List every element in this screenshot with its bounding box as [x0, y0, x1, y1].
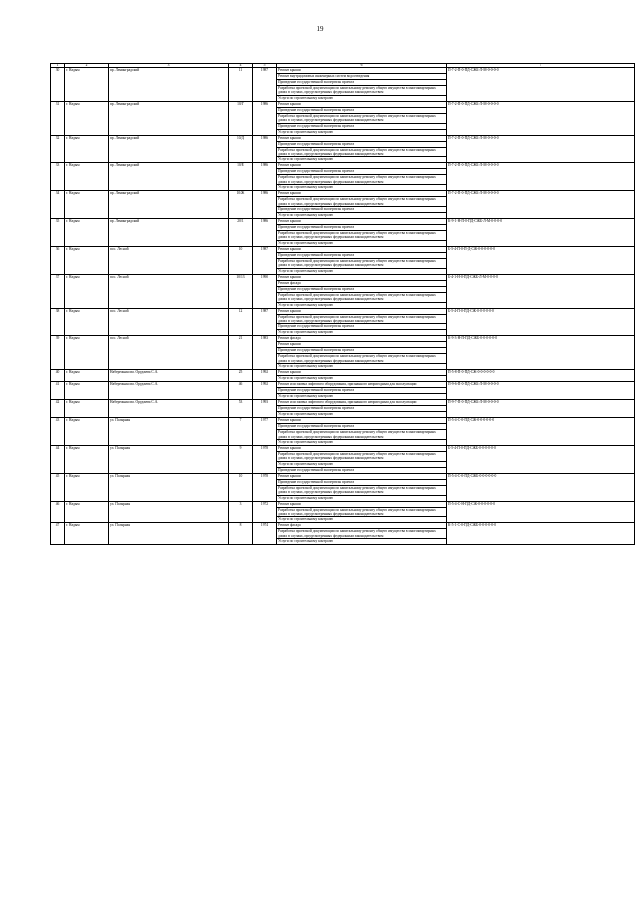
house-cell: 46 [229, 382, 253, 400]
work-type-cell: Услуги по строительному контролю [277, 240, 447, 246]
work-type-cell: Проведение государственной экспертизы проекта [277, 324, 447, 330]
code-cell: Б-5-4-П-0-П-Д-СЖ-0-0-0-0-0-0 [447, 246, 635, 274]
row-number: 38 [51, 308, 65, 336]
page-number: 19 [316, 25, 324, 33]
row-number: 36 [51, 246, 65, 274]
row-number: 30 [51, 68, 65, 102]
work-type-cell: Разработка проектной документации по капитальному ремонту общего имущества в многоквартирных домах в случаях, предусмотренных федеральным законодательством [277, 529, 447, 539]
work-type-cell: Разработка проектной документации по капитальному ремонту общего имущества в многоквартирных домах в случаях, предусмотренных федеральным законодательством [277, 258, 447, 268]
work-type-cell: Услуги по строительному контролю [277, 364, 447, 370]
work-type-cell: Ремонт крыши [277, 191, 447, 197]
work-type-cell: Проведение государственной экспертизы проекта [277, 388, 447, 394]
work-type-cell: Услуги по строительному контролю [277, 268, 447, 274]
work-type-cell: Ремонт крыши [277, 101, 447, 107]
row-number: 43 [51, 418, 65, 446]
row-number: 42 [51, 400, 65, 418]
house-cell: 3 [229, 501, 253, 523]
column-number: 4 [229, 64, 253, 68]
city-cell: г. Надым [65, 400, 109, 418]
work-type-cell: Проведение государственной экспертизы проекта [277, 169, 447, 175]
year-cell: 1978 [253, 473, 277, 501]
house-cell: 53 [229, 400, 253, 418]
works-table [50, 63, 635, 545]
year-cell: 1974 [253, 523, 277, 545]
code-cell: П-7-2-П-0-ПД-СЖБ-Л-М-0-0-0-0 [447, 163, 635, 191]
code-cell: П-7-2-П-0-ПД-СЖБ-Л-М-0-0-0-0 [447, 101, 635, 135]
work-type-cell: Проведение государственной экспертизы проекта [277, 107, 447, 113]
work-type-cell: Разработка проектной документации по капитальному ремонту общего имущества в многоквартирных домах в случаях, предусмотренных федеральным законодательством [277, 175, 447, 185]
street-cell: Набережная им. Оруджева С.А. [109, 370, 229, 382]
row-number: 40 [51, 370, 65, 382]
work-type-cell: Ремонт крыши [277, 473, 447, 479]
work-type-cell: Ремонт крыши [277, 68, 447, 74]
code-cell: П-7-2-П-0-ПД-СЖБ-Л-М-0-0-0-0 [447, 191, 635, 219]
work-type-cell: Ремонт крыши [277, 418, 447, 424]
year-cell: 1986 [253, 191, 277, 219]
city-cell: г. Надым [65, 523, 109, 545]
city-cell: г. Надым [65, 336, 109, 370]
street-cell: пос. Лесной [109, 308, 229, 336]
house-cell: 20/1 [229, 219, 253, 247]
row-number: 32 [51, 135, 65, 163]
code-cell: П-9-7-П-0-ПД-СЖБ-Л-М-0-0-0-0 [447, 400, 635, 418]
work-type-cell: Проведение государственной экспертизы проекта [277, 424, 447, 430]
work-type-cell: Разработка проектной документации по капитальному ремонту общего имущества в многоквартирных домах в случаях, предусмотренных федеральным законодательством [277, 451, 447, 461]
row-number: 45 [51, 473, 65, 501]
work-type-cell: Проведение государственной экспертизы проекта [277, 207, 447, 213]
work-type-cell: Разработка проектной документации по капитальному ремонту общего имущества в многоквартирных домах в случаях, предусмотренных федеральным законодательством [277, 292, 447, 302]
code-cell: П-5-4-С-0-ПД-СЖ-0-0-0-0-0-0 [447, 418, 635, 446]
year-cell: 1993 [253, 400, 277, 418]
code-cell: Б-5-4-П-0-ПД-СЖ-0-0-0-0-0-0 [447, 308, 635, 336]
house-cell: 10/Ж [229, 191, 253, 219]
work-type-cell: Ремонт крыши [277, 163, 447, 169]
year-cell: 1977 [253, 418, 277, 446]
work-type-cell: Проведение государственной экспертизы проекта [277, 225, 447, 231]
street-cell: пос. Лесной [109, 274, 229, 308]
street-cell: пос. Лесной [109, 336, 229, 370]
house-cell: 9 [229, 445, 253, 473]
work-type-cell: Разработка проектной документации по капитальному ремонту общего имущества в многоквартирных домах в случаях, предусмотренных федеральным законодательством [277, 197, 447, 207]
house-cell: 10 [229, 246, 253, 274]
year-cell: 1983 [253, 336, 277, 370]
work-type-cell: Услуги по строительному контролю [277, 185, 447, 191]
city-cell: г. Надым [65, 163, 109, 191]
column-number: 7 [447, 64, 635, 68]
work-type-cell: Услуги по строительному контролю [277, 330, 447, 336]
code-cell: П-9-6-П-0-ПД-СЖБ-Л-М-0-0-0-0 [447, 382, 635, 400]
year-cell: 1990 [253, 274, 277, 308]
column-number: 2 [65, 64, 109, 68]
code-cell: К-9-1-Н-П-0-ПД-СЖБ-Л-М-0-0-0-0 [447, 219, 635, 247]
city-cell: г. Надым [65, 68, 109, 102]
code-cell: П-5-4-С-0-ПД-СЖБ-0-0-0-0-0-0 [447, 473, 635, 501]
city-cell: г. Надым [65, 219, 109, 247]
street-cell: Набережная им. Оруджева С.А. [109, 382, 229, 400]
work-type-cell: Услуги по строительному контролю [277, 412, 447, 418]
work-type-cell: Ремонт крыши [277, 370, 447, 376]
street-cell: пос. Лесной [109, 246, 229, 274]
column-number: 1 [51, 64, 65, 68]
street-cell: пр. Ленинградский [109, 68, 229, 102]
city-cell: г. Надым [65, 101, 109, 135]
year-cell: 1992 [253, 382, 277, 400]
city-cell: г. Надым [65, 418, 109, 446]
code-cell: К-5-1-С-0-ПД-СЖБ-0-0-0-0-0-0 [447, 523, 635, 545]
street-cell: ул. Полярная [109, 473, 229, 501]
work-type-cell: Разработка проектной документации по капитальному ремонту общего имущества в многоквартирных домах в случаях, предусмотренных федеральным законодательством [277, 430, 447, 440]
code-cell: К-9-3-Н-П-ПД-СЖБ-0-0-0-0-0-0 [447, 336, 635, 370]
work-type-cell: Проведение государственной экспертизы проекта [277, 141, 447, 147]
street-cell: пр. Ленинградский [109, 163, 229, 191]
work-type-cell: Проведение государственной экспертизы проекта [277, 406, 447, 412]
code-cell: Б-5-4-П-0-ПД-СЖБ-0-0-0-0-0-0 [447, 445, 635, 473]
street-cell: ул. Полярная [109, 418, 229, 446]
work-type-cell: Разработка проектной документации по капитальному ремонту общего имущества в многоквартирных домах в случаях, предусмотренных федеральным законодательством [277, 147, 447, 157]
work-type-cell: Разработка проектной документации по капитальному ремонту общего имущества в многоквартирных домах в случаях, предусмотренных федеральным законодательством [277, 354, 447, 364]
work-type-cell: Услуги по строительному контролю [277, 302, 447, 308]
work-type-cell: Ремонт крыши [277, 308, 447, 314]
house-cell: 21 [229, 336, 253, 370]
street-cell: пр. Ленинградский [109, 135, 229, 163]
work-type-cell: Разработка проектной документации по капитальному ремонту общего имущества в многоквартирных домах в случаях, предусмотренных федеральным законодательством [277, 86, 447, 96]
row-number: 44 [51, 445, 65, 473]
work-type-cell: Услуги по строительному контролю [277, 95, 447, 101]
house-cell: 10/13 [229, 274, 253, 308]
street-cell: ул. Полярная [109, 501, 229, 523]
work-type-cell: Разработка проектной документации по капитальному ремонту общего имущества в многоквартирных домах в случаях, предусмотренных федеральным законодательством [277, 507, 447, 517]
work-type-cell: Разработка проектной документации по капитальному ремонту общего имущества в многоквартирных домах в случаях, предусмотренных федеральным законодательством [277, 113, 447, 123]
work-type-cell: Услуги по строительному контролю [277, 157, 447, 163]
city-cell: г. Надым [65, 308, 109, 336]
work-type-cell: Проведение государственной экспертизы проекта [277, 123, 447, 129]
street-cell: Набережная им. Оруджева С.А. [109, 400, 229, 418]
house-cell: 10/Г [229, 101, 253, 135]
year-cell: 1986 [253, 163, 277, 191]
code-cell: П-7-2-П-0-ПД-СЖБ-Л-М-0-0-0-0 [447, 68, 635, 102]
year-cell: 1987 [253, 308, 277, 336]
house-cell: 10/Д [229, 135, 253, 163]
street-cell: пр. Ленинградский [109, 191, 229, 219]
work-type-cell: Ремонт фасада [277, 336, 447, 342]
work-type-cell: Ремонт крыши [277, 135, 447, 141]
street-cell: пр. Ленинградский [109, 101, 229, 135]
house-cell: 25 [229, 370, 253, 382]
house-cell: 8 [229, 523, 253, 545]
row-number: 47 [51, 523, 65, 545]
work-type-cell: Проведение государственной экспертизы проекта [277, 252, 447, 258]
work-type-cell: Услуги по строительному контролю [277, 213, 447, 219]
year-cell: 1986 [253, 219, 277, 247]
city-cell: г. Надым [65, 274, 109, 308]
city-cell: г. Надым [65, 370, 109, 382]
work-type-cell: Услуги по строительному контролю [277, 461, 447, 467]
work-type-cell: Услуги по строительному контролю [277, 394, 447, 400]
work-type-cell: Разработка проектной документации по капитальному ремонту общего имущества в многоквартирных домах в случаях, предусмотренных федеральным законодательством [277, 485, 447, 495]
code-cell: Б-4-1-Н-0-ПД-СЖБ-Л-М-0-0-0-0 [447, 274, 635, 308]
code-cell: П-5-4-С-Н-ПД-СЖ-0-0-0-0-0-0 [447, 501, 635, 523]
work-type-cell: Услуги по строительному контролю [277, 539, 447, 545]
city-cell: г. Надым [65, 445, 109, 473]
work-type-cell: Ремонт крыши [277, 246, 447, 252]
work-type-cell: Ремонт крыши [277, 219, 447, 225]
work-type-cell: Ремонт крыши [277, 501, 447, 507]
work-type-cell: Проведение государственной экспертизы проекта [277, 80, 447, 86]
city-cell: г. Надым [65, 473, 109, 501]
row-number: 35 [51, 219, 65, 247]
house-cell: 7 [229, 418, 253, 446]
column-number: 5 [253, 64, 277, 68]
city-cell: г. Надым [65, 382, 109, 400]
work-type-cell: Ремонт крыши [277, 445, 447, 451]
street-cell: ул. Полярная [109, 523, 229, 545]
city-cell: г. Надым [65, 191, 109, 219]
street-cell: пр. Ленинградский [109, 219, 229, 247]
work-type-cell: Ремонт крыши [277, 274, 447, 280]
code-cell: П-7-2-П-0-ПД-СЖБ-Л-М-0-0-0-0 [447, 135, 635, 163]
row-number: 37 [51, 274, 65, 308]
work-type-cell: Услуги по строительному контролю [277, 439, 447, 445]
work-type-cell: Услуги по строительному контролю [277, 517, 447, 523]
row-number: 46 [51, 501, 65, 523]
work-type-cell: Услуги по строительному контролю [277, 376, 447, 382]
work-type-cell: Ремонт или замена лифтового оборудования, признанного непригодным для эксплуатации [277, 400, 447, 406]
column-number: 3 [109, 64, 229, 68]
work-type-cell: Разработка проектной документации по капитальному ремонту общего имущества в многоквартирных домах в случаях, предусмотренных федеральным законодательством [277, 314, 447, 324]
work-type-cell: Услуги по строительному контролю [277, 495, 447, 501]
year-cell: 1978 [253, 445, 277, 473]
city-cell: г. Надым [65, 246, 109, 274]
work-type-cell: Ремонт фасада [277, 523, 447, 529]
year-cell: 1986 [253, 101, 277, 135]
city-cell: г. Надым [65, 501, 109, 523]
work-type-cell: Проведение государственной экспертизы проекта [277, 286, 447, 292]
work-type-cell: Разработка проектной документации по капитальному ремонту общего имущества в многоквартирных домах в случаях, предусмотренных федеральным законодательством [277, 231, 447, 241]
year-cell: 1992 [253, 370, 277, 382]
work-type-cell: Ремонт фасада [277, 280, 447, 286]
row-number: 39 [51, 336, 65, 370]
row-number: 33 [51, 163, 65, 191]
row-number: 41 [51, 382, 65, 400]
work-type-cell: Ремонт крыши [277, 342, 447, 348]
city-cell: г. Надым [65, 135, 109, 163]
year-cell: 1987 [253, 68, 277, 102]
work-type-cell: Проведение государственной экспертизы проекта [277, 348, 447, 354]
year-cell: 1972 [253, 501, 277, 523]
year-cell: 1987 [253, 246, 277, 274]
work-type-cell: Ремонт или замена лифтового оборудования, признанного непригодным для эксплуатации [277, 382, 447, 388]
year-cell: 1986 [253, 135, 277, 163]
row-number: 34 [51, 191, 65, 219]
house-cell: 11 [229, 68, 253, 102]
work-type-cell: Проведение государственной экспертизы проекта [277, 467, 447, 473]
code-cell: П-5-8-П-0-ПД-СЖ-0-0-0-0-0-0 [447, 370, 635, 382]
work-type-cell: Проведение государственной экспертизы проекта [277, 479, 447, 485]
house-cell: 12 [229, 308, 253, 336]
street-cell: ул. Полярная [109, 445, 229, 473]
row-number: 31 [51, 101, 65, 135]
house-cell: 10 [229, 473, 253, 501]
work-type-cell: Ремонт внутридомовых инженерных систем водоотведения [277, 74, 447, 80]
house-cell: 10/Е [229, 163, 253, 191]
work-type-cell: Услуги по строительному контролю [277, 129, 447, 135]
column-number: 6 [277, 64, 447, 68]
